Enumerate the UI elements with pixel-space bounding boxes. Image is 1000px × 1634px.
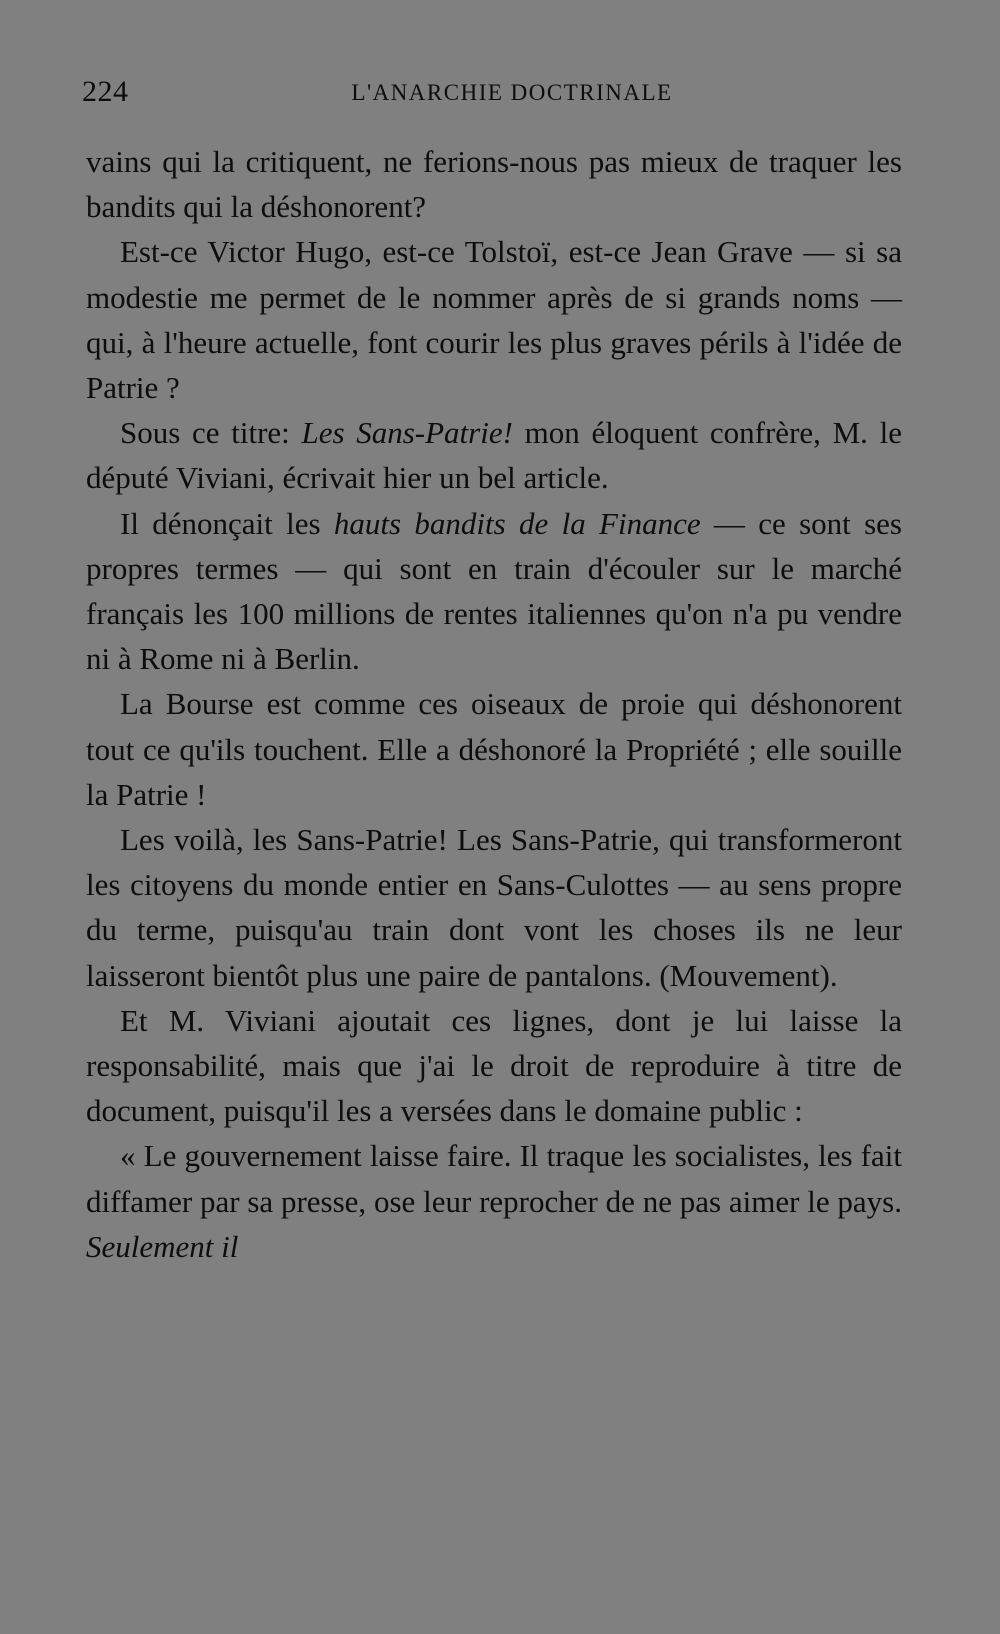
italic-title: Les Sans-Patrie!: [301, 415, 513, 451]
paragraph: [86, 139, 902, 229]
paragraph: [86, 998, 902, 1134]
paragraph: [86, 681, 902, 817]
text-run: Est-ce Victor Hugo, est-ce Tolstoï, est-ce Jean Grave — si sa modestie me permet de le nommer après de si grands noms — qui, à l'heure actuelle, font courir les plus graves périls à l'idée de Patrie ?: [86, 234, 902, 406]
italic-phrase: hauts bandits de la Finance: [333, 505, 701, 541]
paragraph: [86, 229, 902, 410]
text-run: Sous ce titre:: [120, 415, 302, 451]
italic-phrase: Seulement il: [86, 1228, 239, 1264]
text-run: Et M. Viviani ajoutait ces lignes, dont je lui laisse la responsabilité, mais que j'ai le droit de reproduire à titre de document, puisqu'il les a versées dans le domaine public :: [86, 1002, 902, 1129]
text-run: La Bourse est comme ces oiseaux de proie qui déshonorent tout ce qu'ils touchent. Elle a déshonoré la Propriété ; elle souille la Patrie !: [86, 686, 902, 812]
text-run: « Le gouvernement laisse faire. Il traque les socialistes, les fait diffamer par sa presse, ose leur reprocher de ne pas aimer le pays.: [86, 1138, 902, 1219]
text-run: Les voilà, les Sans-Patrie! Les Sans-Patrie, qui transformeront les citoyens du monde entier en Sans-Culottes — au sens propre du terme, puisqu'au train dont vont les choses ils ne leur laisseront bientôt plus une paire de pantalons. (Mouvement).: [86, 822, 902, 993]
paragraph: [86, 1133, 902, 1269]
text-run: vains qui la critiquent, ne ferions-nous pas mieux de traquer les bandits qui la déshonorent?: [86, 144, 902, 225]
text-run: mon éloquent confrère, M. le député Viviani, écrivait hier un bel article.: [86, 415, 902, 496]
paragraph: [86, 817, 902, 998]
paragraph: [86, 501, 902, 682]
text-run: — ce sont ses propres termes — qui sont en train d'écouler sur le marché français les 100 millions de rentes italiennes qu'on n'a pu vendre ni à Rome ni à Berlin.: [86, 505, 902, 677]
paragraph: [86, 410, 902, 500]
text-run: Il dénonçait les: [120, 505, 334, 541]
running-title: L'ANARCHIE DOCTRINALE: [351, 80, 673, 105]
running-head: [0, 80, 1000, 106]
body-text: [86, 139, 902, 1269]
page-number: 224: [82, 75, 129, 108]
